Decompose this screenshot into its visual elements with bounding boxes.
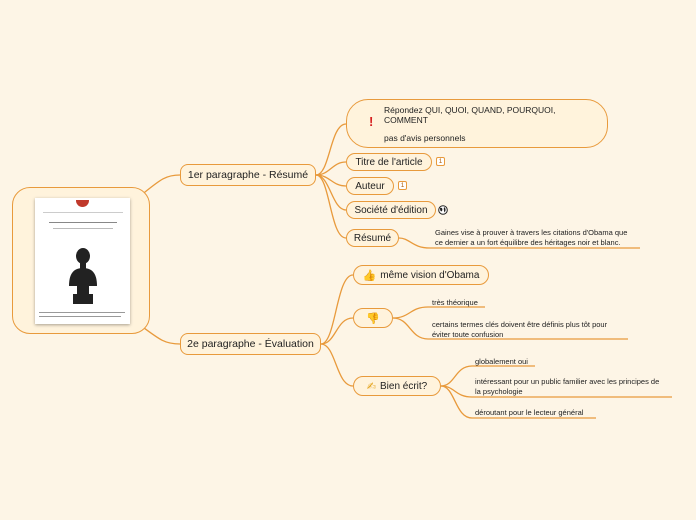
bien-item-2-line-1: intéressant pour un public familier avec les principes de xyxy=(475,377,660,386)
central-topic-image[interactable] xyxy=(12,187,150,334)
thumbs-down-item-2-line-1: certains termes clés doivent être définis plus tôt pour xyxy=(432,320,608,329)
resume-text-line-2: ce dernier a un fort équilibre des héritages noir et blanc. xyxy=(435,237,621,247)
auteur-label: Auteur xyxy=(355,180,385,192)
node-thumbs-down[interactable] xyxy=(353,308,393,328)
writing-hand-icon: ✍ xyxy=(366,380,376,393)
node-auteur[interactable] xyxy=(346,177,394,195)
resume-text-line-1: Gaines vise à prouver à travers les citations d'Obama que xyxy=(435,228,628,237)
bien-ecrit-label: Bien écrit? xyxy=(379,380,428,392)
resume-text xyxy=(435,228,627,247)
note-line-3: pas d'avis personnels xyxy=(384,133,466,143)
thumbs-down-item-1: très théorique xyxy=(432,298,478,307)
branch-resume-label: 1er paragraphe - Résumé xyxy=(187,169,309,181)
branch-evaluation[interactable] xyxy=(180,333,321,355)
titre-label: Titre de l'article xyxy=(355,156,423,168)
bust-sculpture-icon xyxy=(65,246,101,308)
note-line-2: COMMENT xyxy=(384,115,428,125)
resume-label: Résumé xyxy=(353,232,392,244)
titre-count-badge: 1 xyxy=(436,157,445,166)
vision-label: même vision d'Obama xyxy=(380,269,480,281)
bien-item-2 xyxy=(475,377,659,396)
node-societe-edition[interactable] xyxy=(346,201,436,219)
thumbs-down-icon: 👎 xyxy=(366,312,380,325)
branch-evaluation-label: 2e paragraphe - Évaluation xyxy=(187,338,314,350)
node-bien-ecrit[interactable] xyxy=(353,376,441,396)
node-titre-article[interactable] xyxy=(346,153,432,171)
exclamation-icon: ! xyxy=(369,114,374,129)
thumbs-down-item-2 xyxy=(432,320,607,339)
societe-label: Société d'édition xyxy=(354,204,428,216)
bien-item-2-line-2: la psychologie xyxy=(475,386,523,396)
globe-icon xyxy=(438,205,448,215)
note-line-1: Répondez QUI, QUOI, QUAND, POURQUOI, xyxy=(384,105,556,115)
branch-resume[interactable] xyxy=(180,164,316,186)
red-seal-icon xyxy=(76,200,89,207)
thumbs-up-icon: 👍 xyxy=(362,269,377,282)
bien-item-1: globalement oui xyxy=(475,357,528,366)
node-resume[interactable] xyxy=(346,229,399,247)
node-meme-vision[interactable] xyxy=(353,265,489,285)
thumbs-down-item-2-line-2: éviter toute confusion xyxy=(432,329,504,339)
auteur-count-badge: 1 xyxy=(398,181,407,190)
article-thumbnail xyxy=(35,198,130,324)
instructions-note[interactable] xyxy=(346,99,608,148)
bien-item-3: déroutant pour le lecteur général xyxy=(475,408,584,417)
